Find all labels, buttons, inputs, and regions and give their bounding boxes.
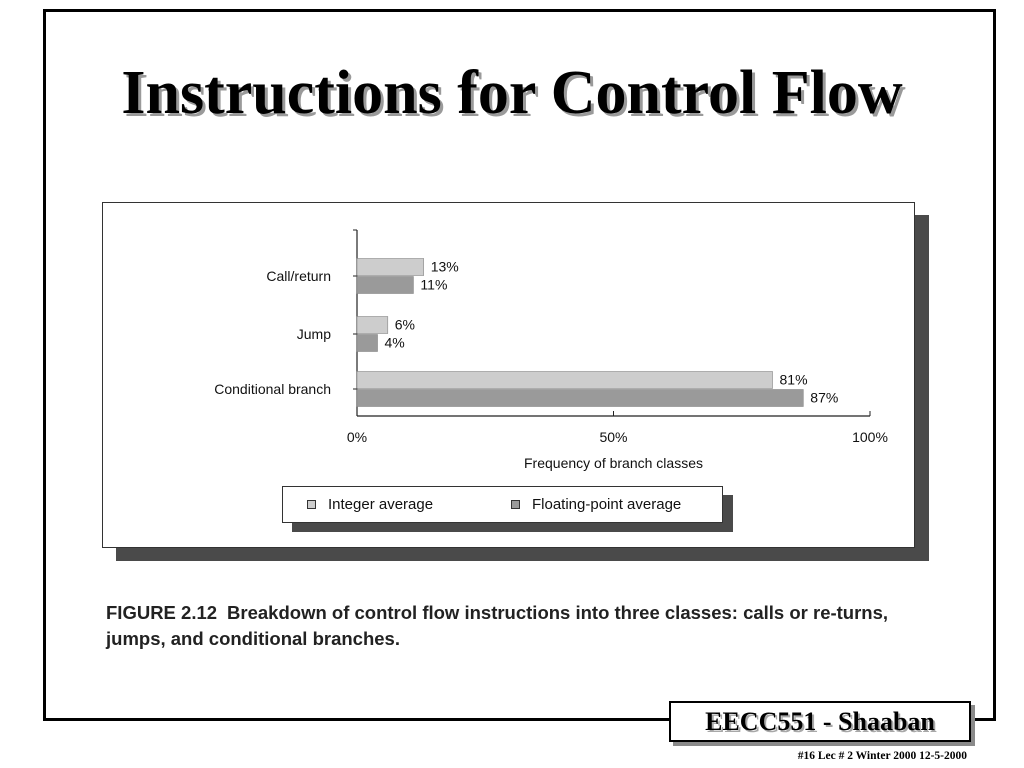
- legend-label-floating-point: Floating-point average: [532, 496, 682, 513]
- bar-floating-point-0: [357, 277, 413, 294]
- course-footer: EECC551 - Shaaban: [669, 701, 971, 742]
- figure-caption: [106, 600, 946, 652]
- data-label-floating-point-2: 87%: [810, 389, 839, 406]
- data-label-integer-0: 13%: [430, 258, 459, 275]
- bar-integer-1: [357, 317, 388, 334]
- bar-integer-2: [357, 372, 773, 389]
- x-tick-label-0: 0%: [346, 429, 368, 445]
- legend-item-floating-point: [511, 496, 681, 513]
- category-label-0: Call/return: [266, 268, 331, 284]
- chart-legend: [282, 486, 723, 523]
- legend-item-integer: [307, 496, 433, 513]
- bar-floating-point-1: [357, 335, 378, 352]
- bar-integer-0: [357, 259, 424, 276]
- x-tick-label-50: 50%: [599, 429, 628, 445]
- figure-label: FIGURE 2.12: [106, 602, 218, 623]
- data-label-floating-point-0: 11%: [420, 276, 448, 293]
- slide-info: #16 Lec # 2 Winter 2000 12-5-2000: [797, 750, 967, 762]
- x-axis-label: Frequency of branch classes: [524, 455, 703, 471]
- category-label-1: Jump: [296, 326, 331, 342]
- caption-text: Breakdown of control flow instructions into three classes: calls or re-turns, jumps, and conditional branches.: [106, 602, 889, 649]
- legend-swatch-integer: [307, 500, 316, 509]
- legend-swatch-floating-point: [511, 500, 520, 509]
- data-label-floating-point-1: 4%: [384, 334, 405, 351]
- data-label-integer-1: 6%: [394, 316, 416, 333]
- legend-label-integer: Integer average: [328, 496, 434, 513]
- category-label-2: Conditional branch: [214, 381, 331, 397]
- data-label-integer-2: 81%: [779, 371, 808, 388]
- bar-floating-point-2: [357, 390, 803, 407]
- slide-title: Instructions for Control Flow: [121, 59, 903, 127]
- x-tick-label-100: 100%: [852, 429, 888, 445]
